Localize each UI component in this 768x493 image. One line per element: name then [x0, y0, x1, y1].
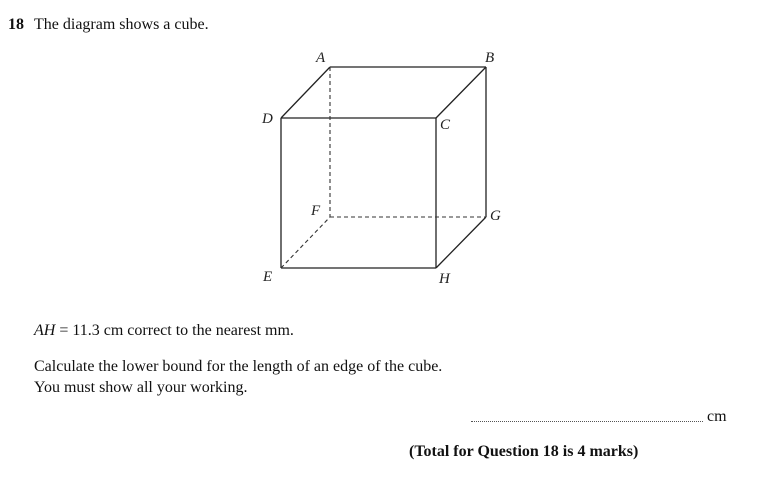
- instruction-calculate: Calculate the lower bound for the length of an edge of the cube.: [34, 358, 443, 375]
- given-statement: [34, 322, 294, 340]
- answer-unit: cm: [707, 408, 727, 425]
- vertex-label-g: G: [490, 208, 501, 224]
- given-value: = 11.3 cm correct to the nearest mm.: [55, 322, 294, 339]
- vertex-label-d: D: [262, 111, 273, 127]
- edge-da: [281, 67, 330, 118]
- answer-line[interactable]: [471, 421, 703, 422]
- question-intro: The diagram shows a cube.: [34, 16, 209, 33]
- edge-cb: [436, 67, 486, 118]
- given-variable: AH: [34, 322, 56, 339]
- hidden-edge-ef: [281, 217, 330, 268]
- vertex-label-a: A: [316, 50, 326, 66]
- vertex-label-e: E: [263, 269, 273, 285]
- vertex-label-c: C: [440, 117, 451, 133]
- vertex-label-b: B: [485, 50, 495, 66]
- edge-hg: [436, 217, 486, 268]
- total-marks: (Total for Question 18 is 4 marks): [409, 443, 639, 460]
- vertex-label-f: F: [311, 203, 321, 219]
- instruction-working: You must show all your working.: [34, 379, 248, 396]
- question-number: 18: [8, 16, 24, 33]
- vertex-label-h: H: [439, 271, 450, 287]
